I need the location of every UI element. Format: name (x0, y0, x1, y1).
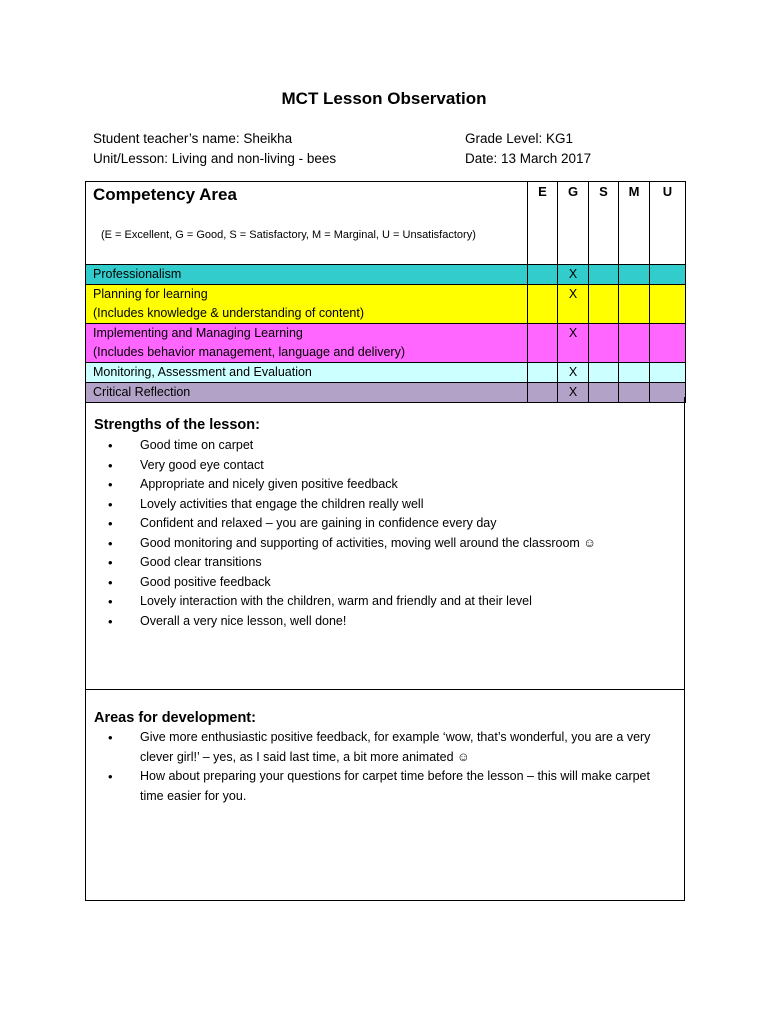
rating-cell-s (589, 324, 619, 363)
competency-table (85, 181, 686, 403)
rating-cell-e (528, 265, 558, 285)
competency-label-line: Implementing and Managing Learning (93, 326, 303, 340)
rating-cell-g: X (558, 324, 589, 363)
rating-cell-m (619, 285, 650, 324)
grade-level: Grade Level: KG1 (465, 131, 574, 146)
rating-cell-s (589, 265, 619, 285)
student-teacher-name: Student teacher’s name: Sheikha (93, 131, 293, 146)
bullet-item: • Overall a very nice lesson, well done! (124, 612, 664, 632)
rating-header-e: E (528, 182, 558, 265)
observation-date: Date: 13 March 2017 (465, 151, 592, 166)
development-list (124, 728, 669, 806)
bullet-item: • Good positive feedback (124, 573, 664, 593)
competency-row (86, 285, 686, 324)
bullet-item: • Good monitoring and supporting of activities, moving well around the classroom ☺ (124, 534, 664, 554)
document-title: MCT Lesson Observation (281, 89, 487, 108)
rating-cell-e (528, 285, 558, 324)
bullet-item: • Lovely activities that engage the children really well (124, 495, 664, 515)
development-section (85, 689, 685, 901)
bullet-item: • Give more enthusiastic positive feedback, for example ‘wow, that’s wonderful, you are a very clever girl!’ – yes, as I said last time, a bit more animated ☺ (124, 728, 669, 767)
competency-label-line: (Includes knowledge & understanding of content) (93, 306, 365, 320)
competency-row (86, 363, 686, 383)
competency-label (86, 285, 528, 324)
rating-header-g: G (558, 182, 589, 265)
competency-header-row (86, 182, 686, 265)
competency-label-line: Professionalism (93, 267, 182, 281)
rating-cell-g: X (558, 363, 589, 383)
bullet-item: • Appropriate and nicely given positive feedback (124, 475, 664, 495)
rating-cell-e (528, 324, 558, 363)
rating-cell-g: X (558, 285, 589, 324)
bullet-item: • Very good eye contact (124, 456, 664, 476)
bullet-item: • Lovely interaction with the children, warm and friendly and at their level (124, 592, 664, 612)
rating-legend: (E = Excellent, G = Good, S = Satisfactory, M = Marginal, U = Unsatisfactory) (101, 229, 476, 241)
strengths-heading: Strengths of the lesson: (94, 417, 260, 433)
rating-cell-m (619, 363, 650, 383)
rating-cell-e (528, 363, 558, 383)
rating-cell-u (650, 265, 686, 285)
competency-heading: Competency Area (93, 185, 237, 204)
competency-label-line: Critical Reflection (93, 385, 191, 399)
bullet-item: • How about preparing your questions for carpet time before the lesson – this will make carpet time easier for you. (124, 767, 669, 806)
unit-lesson: Unit/Lesson: Living and non-living - bees (93, 151, 337, 166)
bullet-item: • Confident and relaxed – you are gaining in confidence every day (124, 514, 664, 534)
meta-left (93, 129, 336, 169)
competency-label-line: (Includes behavior management, language and delivery) (93, 345, 405, 359)
rating-header-m: M (619, 182, 650, 265)
rating-cell-u (650, 285, 686, 324)
development-heading: Areas for development: (94, 710, 256, 726)
meta-right (465, 129, 591, 169)
rating-cell-s (589, 363, 619, 383)
rating-cell-m (619, 265, 650, 285)
competency-label (86, 265, 528, 285)
strengths-list (124, 436, 664, 631)
competency-row (86, 265, 686, 285)
rating-cell-m (619, 324, 650, 363)
competency-row (86, 324, 686, 363)
rating-cell-s (589, 285, 619, 324)
competency-label-line: Monitoring, Assessment and Evaluation (93, 365, 312, 379)
rating-cell-g: X (558, 383, 589, 403)
bullet-item: • Good time on carpet (124, 436, 664, 456)
competency-label-line: Planning for learning (93, 287, 208, 301)
strengths-section (85, 397, 685, 690)
competency-area-cell (86, 182, 528, 265)
rating-cell-g: X (558, 265, 589, 285)
rating-header-u: U (650, 182, 686, 265)
rating-header-s: S (589, 182, 619, 265)
competency-label (86, 363, 528, 383)
rating-cell-u (650, 324, 686, 363)
rating-cell-u (650, 363, 686, 383)
competency-label (86, 324, 528, 363)
bullet-item: • Good clear transitions (124, 553, 664, 573)
